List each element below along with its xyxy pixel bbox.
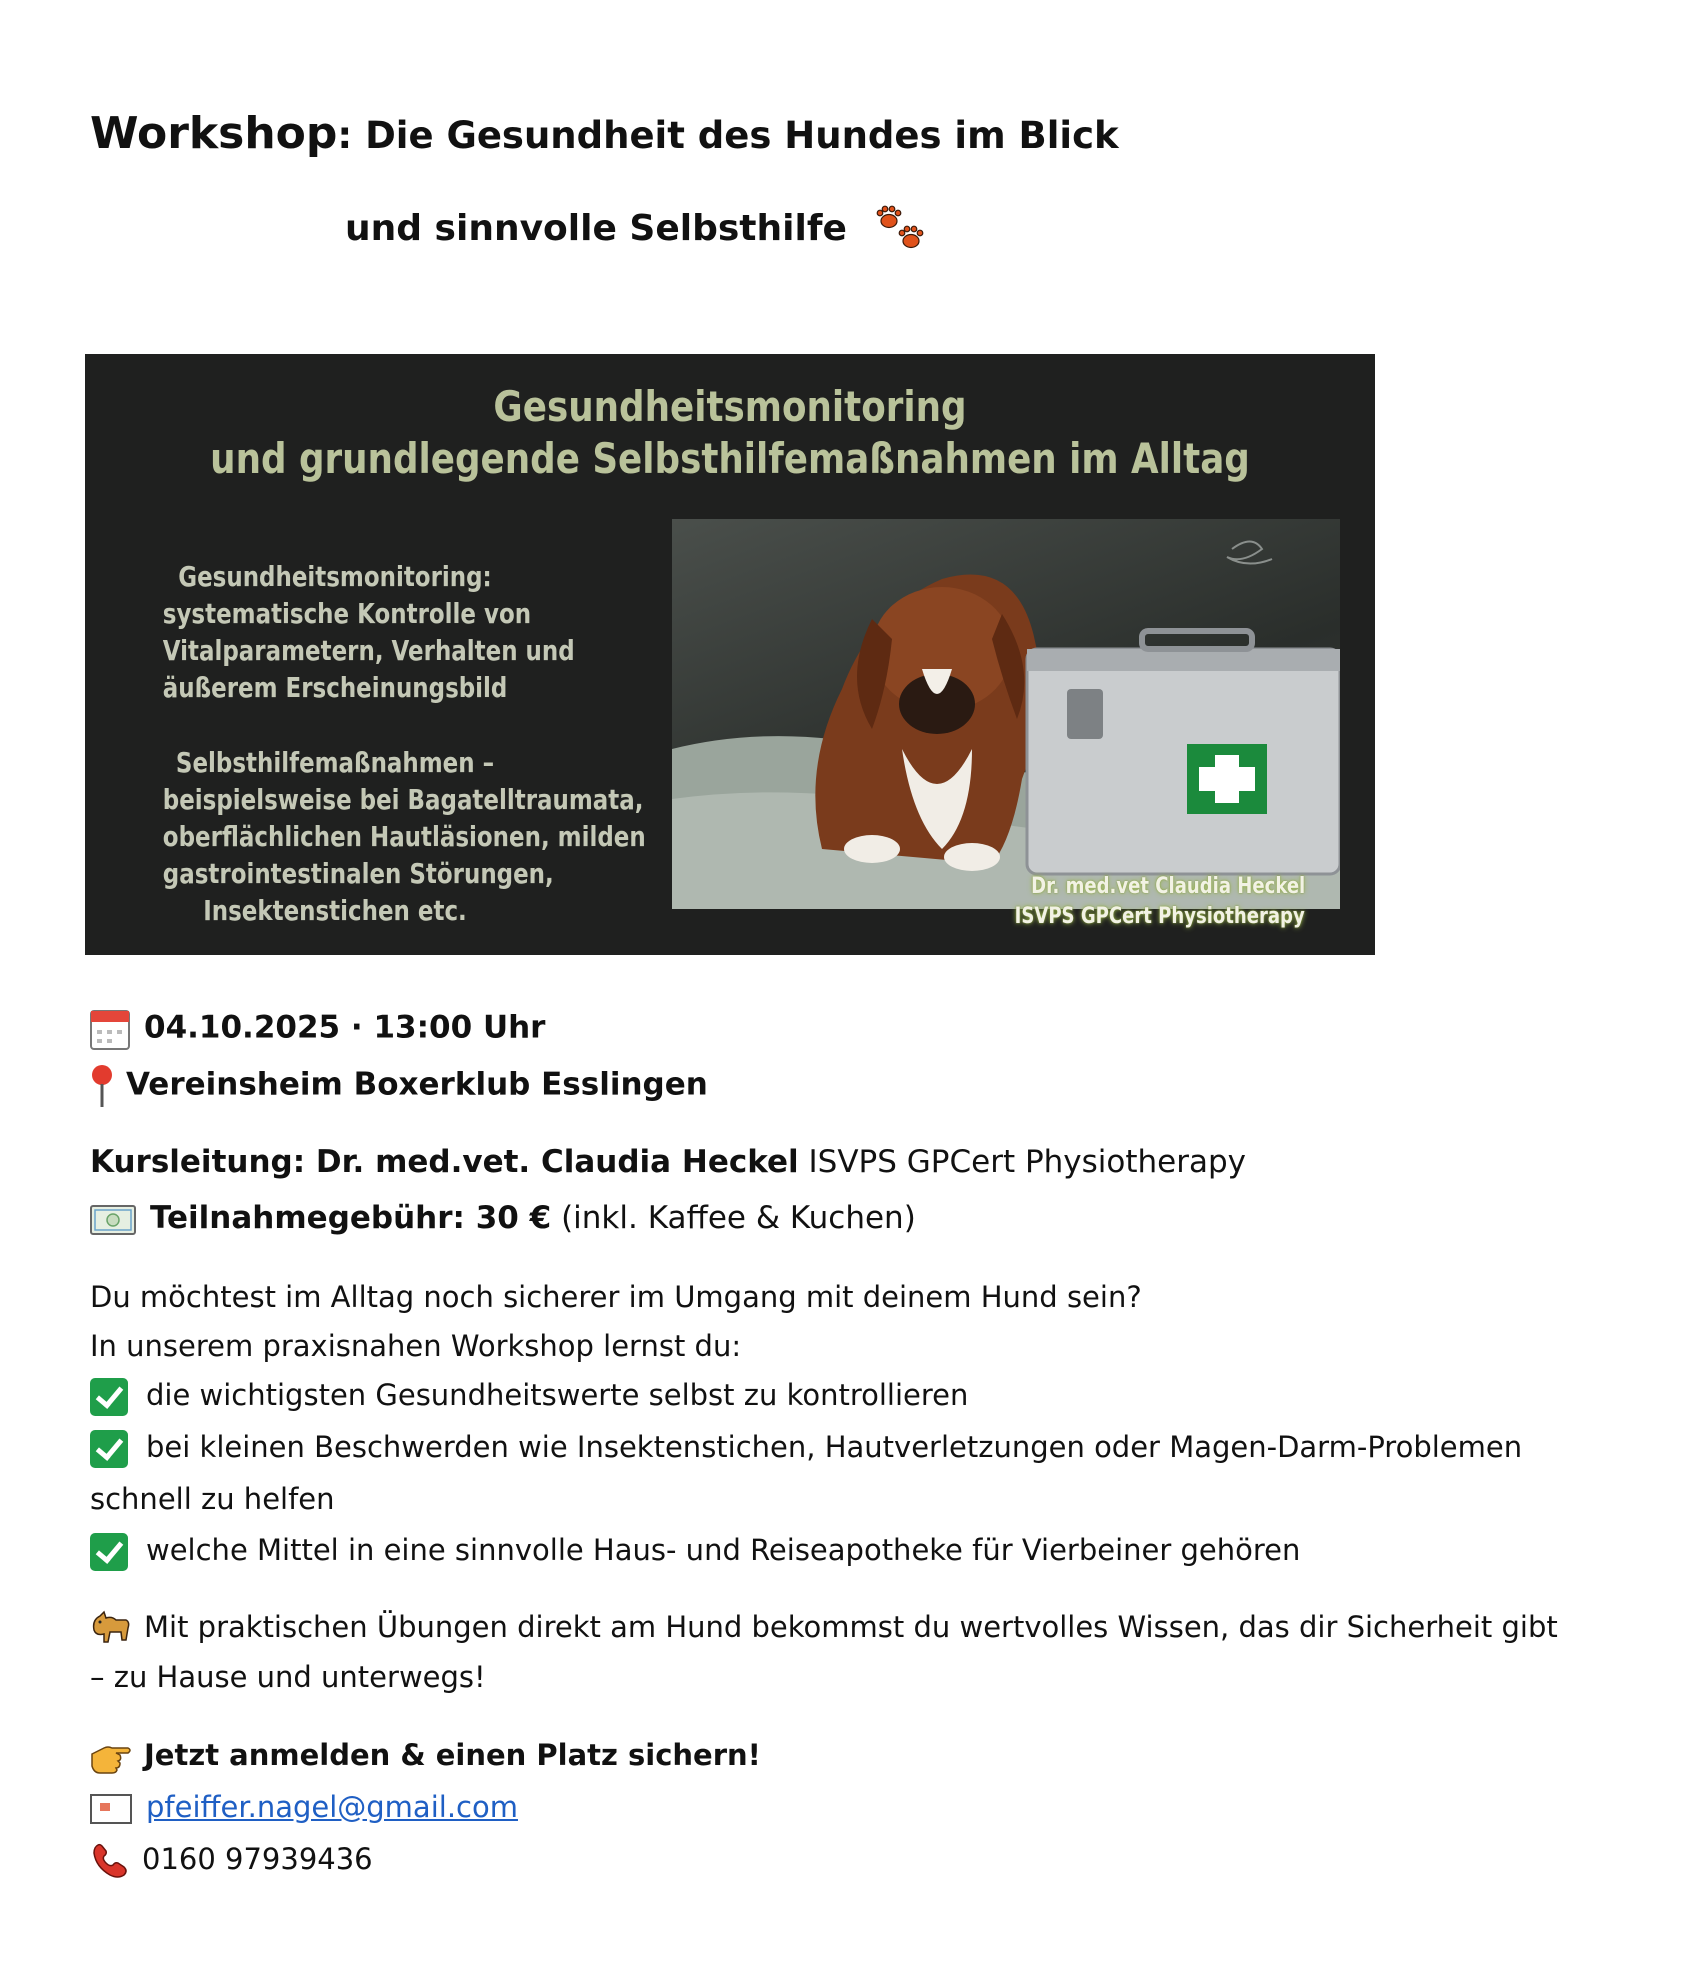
participation-fee [90, 1200, 916, 1236]
registration-call [90, 1738, 761, 1774]
banner-credit-title: ISVPS GPCert Physiotherapy [1014, 904, 1305, 929]
fee-suffix: (inkl. Kaffee & Kuchen) [551, 1200, 916, 1236]
registration-call-text: Jetzt anmelden & einen Platz sichern! [144, 1738, 761, 1772]
banner-text-line: Selbsthilfemaßnahmen – [175, 746, 495, 779]
workshop-banner [85, 354, 1375, 955]
check-mark-icon [90, 1533, 128, 1571]
list-item [90, 1378, 968, 1416]
calendar-icon [90, 1008, 130, 1050]
fee-label: Teilnahmegebühr: 30 € [150, 1200, 552, 1236]
list-item-continuation: schnell zu helfen [90, 1482, 335, 1516]
banner-credit-name: Dr. med.vet Claudia Heckel [1030, 874, 1305, 899]
list-item [90, 1533, 1300, 1571]
banner-title-line2: und grundlegende Selbsthilfemaßnahmen im Alltag [210, 434, 1250, 483]
check-mark-icon [90, 1378, 128, 1416]
banner-text-line: gastrointestinalen Störungen, [162, 857, 554, 890]
banner-title-line1: Gesundheitsmonitoring [493, 382, 967, 431]
title-rest: : Die Gesundheit des Hundes im Blick [337, 114, 1119, 157]
banner-selfhelp-text [125, 744, 646, 929]
banner-text-line: Gesundheitsmonitoring: [178, 560, 492, 593]
list-item-text: bei kleinen Beschwerden wie Insektenstichen, Hautverletzungen oder Magen-Darm-Problemen [146, 1430, 1523, 1464]
check-mark-icon [90, 1430, 128, 1468]
banner-text-line: oberflächlichen Hautläsionen, milden [162, 820, 646, 853]
course-leader-suffix: ISVPS GPCert Physiotherapy [798, 1144, 1247, 1180]
phone-number: 0160 97939436 [142, 1842, 373, 1876]
dog-icon [90, 1610, 132, 1648]
banner-text-line: äußerem Erscheinungsbild [162, 671, 508, 704]
course-leader [90, 1144, 1246, 1180]
title-lead: Workshop [90, 108, 338, 159]
title-line2: und sinnvolle Selbsthilfe [345, 208, 847, 249]
event-location [90, 1064, 708, 1108]
contact-email [90, 1790, 518, 1824]
intro-learn: In unserem praxisnahen Workshop lernst du: [90, 1329, 742, 1363]
email-link[interactable]: pfeiffer.nagel@gmail.com [146, 1790, 518, 1824]
dog-with-first-aid-kit-illustration [672, 519, 1340, 909]
page-subtitle [345, 205, 929, 255]
banner-text-line: systematische Kontrolle von [162, 597, 532, 630]
course-leader-label: Kursleitung: Dr. med.vet. Claudia Heckel [90, 1144, 799, 1180]
list-item-text: welche Mittel in eine sinnvolle Haus- und Reiseapotheke für Vierbeiner gehören [146, 1533, 1301, 1567]
paw-prints-icon [873, 205, 929, 255]
contact-phone [90, 1841, 373, 1881]
pin-icon [90, 1064, 114, 1108]
pointing-hand-icon [90, 1740, 132, 1774]
banknote-icon [90, 1204, 136, 1236]
list-item-text: die wichtigsten Gesundheitswerte selbst zu kontrollieren [146, 1378, 969, 1412]
event-location-text: Vereinsheim Boxerklub Esslingen [126, 1066, 708, 1103]
banner-text-line: Insektenstichen etc. [203, 894, 467, 927]
envelope-icon [90, 1794, 132, 1824]
banner-text-line: beispielsweise bei Bagatelltraumata, [162, 783, 644, 816]
dog-first-aid-photo [672, 519, 1340, 909]
practice-text-line2: – zu Hause und unterwegs! [90, 1660, 486, 1694]
banner-monitoring-text [125, 558, 575, 706]
telephone-icon [90, 1841, 130, 1881]
intro-question: Du möchtest im Alltag noch sicherer im Umgang mit deinem Hund sein? [90, 1280, 1142, 1314]
practice-text [90, 1610, 1558, 1648]
list-item [90, 1430, 1522, 1468]
practice-text-line1: Mit praktischen Übungen direkt am Hund bekommst du wertvolles Wissen, das dir Sicherheit gibt [144, 1610, 1558, 1644]
event-date-text: 04.10.2025 · 13:00 Uhr [144, 1009, 546, 1046]
page-title [90, 108, 1119, 159]
event-date [90, 1008, 545, 1050]
banner-text-line: Vitalparametern, Verhalten und [162, 634, 575, 667]
